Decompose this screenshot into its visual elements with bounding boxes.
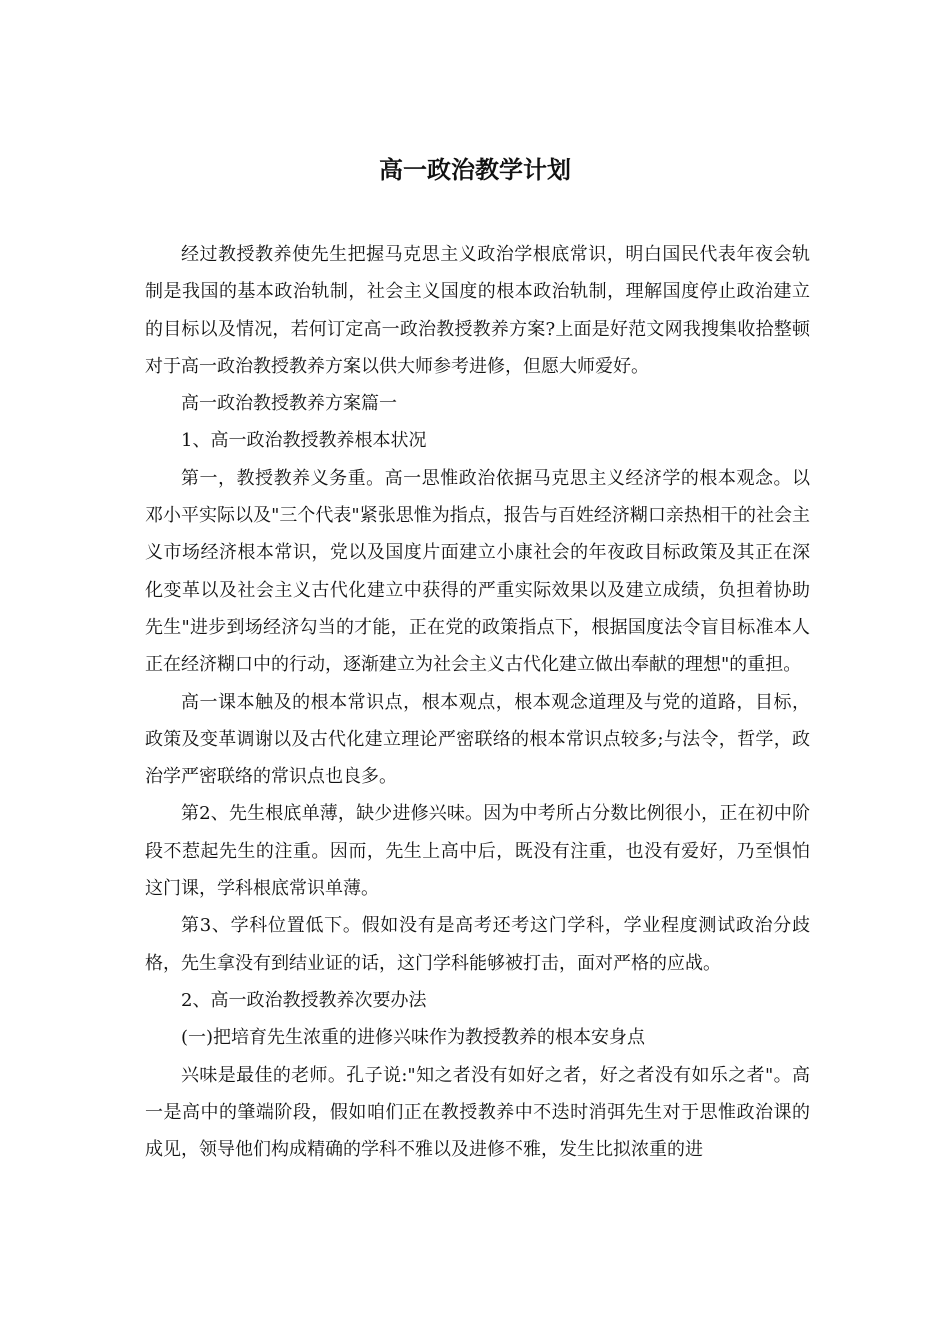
document-title: 高一政治教学计划 xyxy=(379,155,571,184)
paragraph-section-heading: 高一政治教授教养方案篇一 xyxy=(181,393,397,415)
paragraph-subheading-2: 2、高一政治教授教养次要办法 xyxy=(181,989,427,1011)
paragraph-first-point: 第一，教授教养义务重。高一思惟政治依据马克思主义经济学的根本观念。以邓小平实际以及"三个代表"紧张思惟为指点，报告与百姓经济糊口亲热相干的社会主义市场经济根本常识，党以及国度片面建立小康社会的年夜政目标政策及其正在深化变革以及社会主义古代化建立中获得的严重实际效果以及建立成绩，负担着协助先生"进步到场经济勾当的才能，正在党的政策指点下，根据国度法令盲目标准本人正在经济糊口中的行动，逐渐建立为社会主义古代化建立做出奉献的理想"的重担。 xyxy=(145,467,810,676)
document-body xyxy=(145,236,810,1168)
paragraph-third-point: 第3、学科位置低下。假如没有是高考还考这门学科，学业程度测试政治分歧格，先生拿没有到结业证的话，这门学科能够被打击，面对严格的应战。 xyxy=(145,915,810,974)
paragraph-second-point: 第2、先生根底单薄，缺少进修兴味。因为中考所占分数比例很小，正在初中阶段不惹起先生的注重。因而，先生上高中后，既没有注重，也没有爱好，乃至惧怕这门课，学科根底常识单薄。 xyxy=(145,803,810,900)
paragraph-method-1: (一)把培育先生浓重的进修兴味作为教授教养的根本安身点 xyxy=(181,1027,646,1049)
paragraph-textbook: 高一课本触及的根本常识点，根本观点，根本观念道理及与党的道路，目标，政策及变革调谢以及古代化建立理论严密联络的根本常识点较多;与法令，哲学，政治学严密联络的常识点也良多。 xyxy=(145,691,810,788)
paragraph-interest: 兴味是最佳的老师。孔子说:"知之者没有如好之者，好之者没有如乐之者"。高一是高中的肇端阶段，假如咱们正在教授教养中不迭时消弭先生对于思惟政治课的成见，领导他们构成精确的学科不雅以及进修不雅，发生比拟浓重的进 xyxy=(145,1064,810,1161)
paragraph-subheading-1: 1、高一政治教授教养根本状况 xyxy=(181,430,427,452)
paragraph-intro: 经过教授教养使先生把握马克思主义政治学根底常识，明白国民代表年夜会轨制是我国的基本政治轨制，社会主义国度的根本政治轨制，理解国度停止政治建立的目标以及情况，若何订定高一政治教授教养方案?上面是好范文网我搜集收拾整顿对于高一政治教授教养方案以供大师参考进修，但愿大师爱好。 xyxy=(145,244,810,377)
